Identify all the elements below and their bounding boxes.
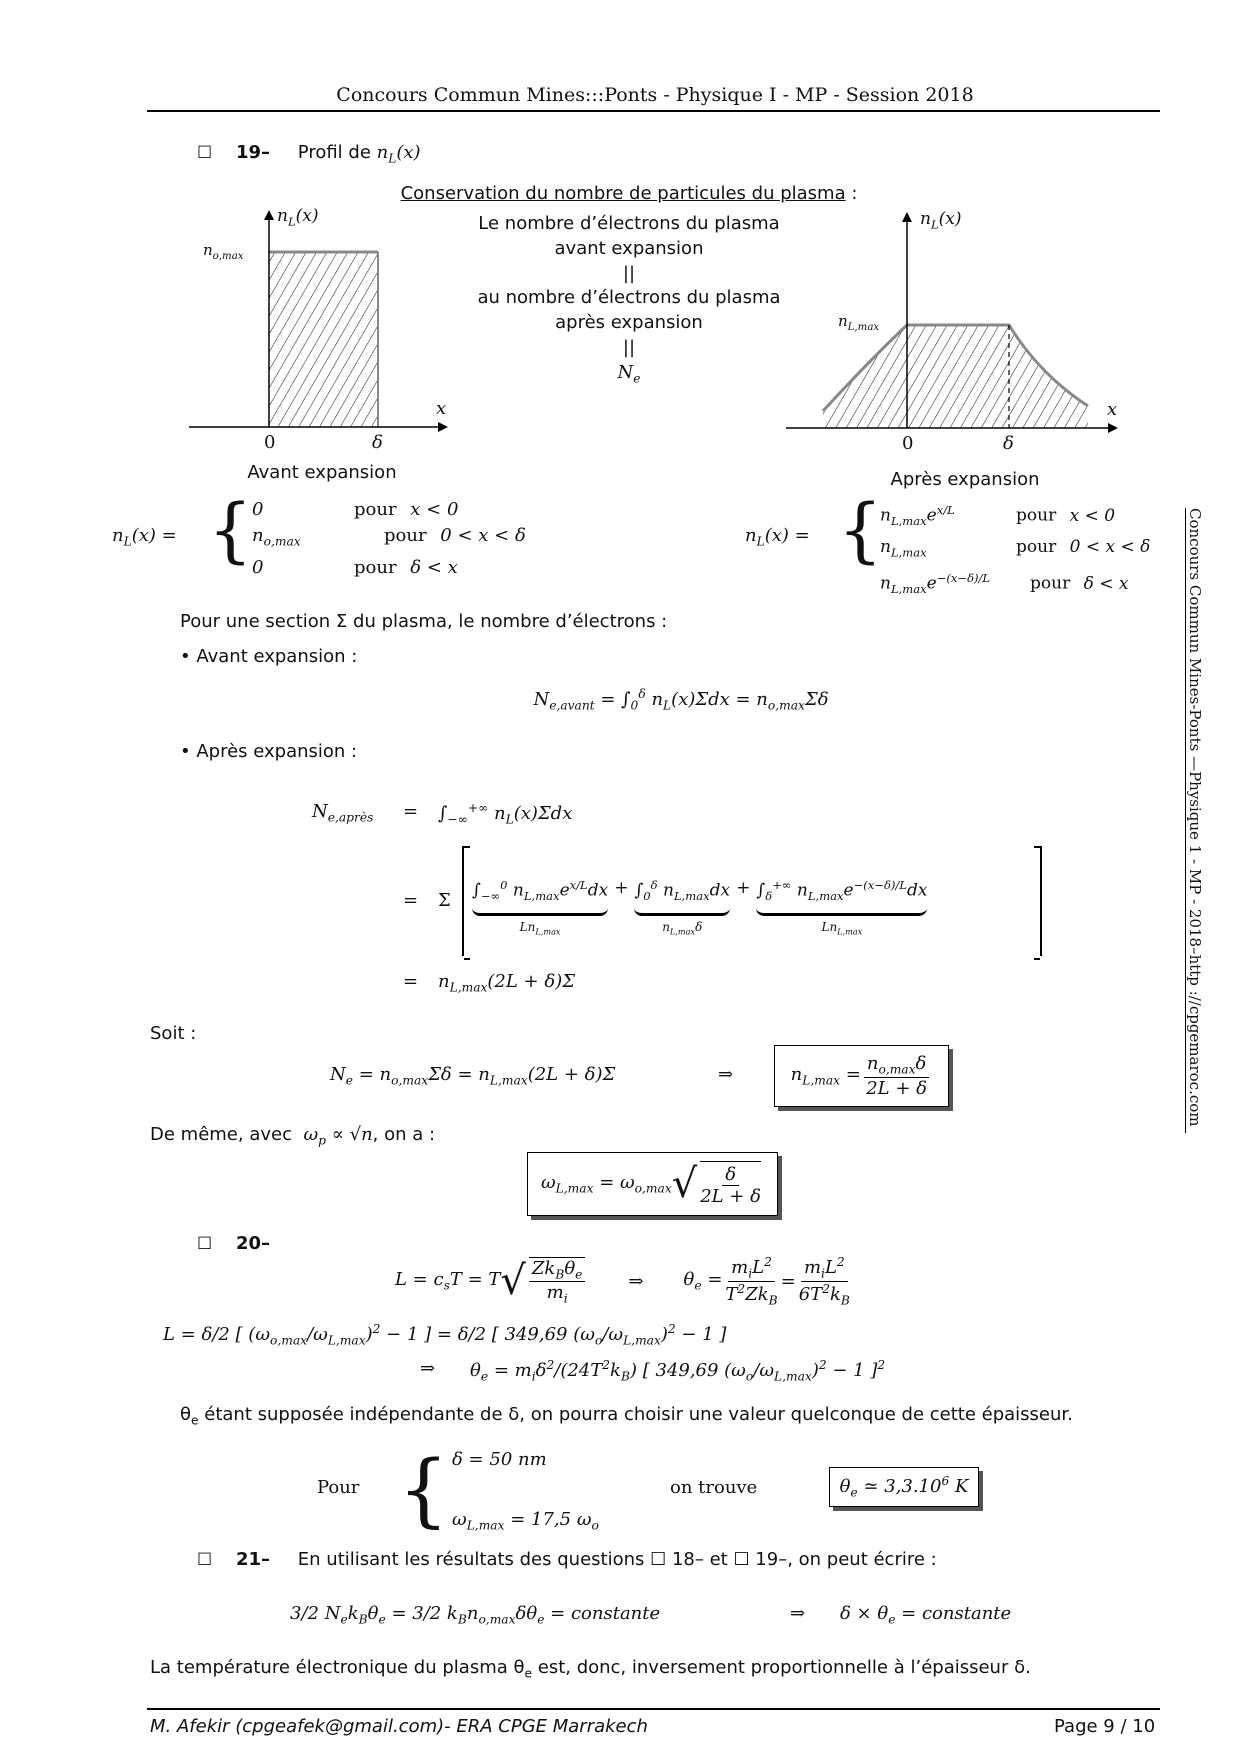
equals-sign: = <box>403 890 419 911</box>
text: , on a : <box>372 1124 436 1145</box>
left-brace: { <box>208 489 253 571</box>
case-word: pour <box>384 525 427 546</box>
case-value: $n_{L,max}$ <box>880 537 927 560</box>
numerator: $Zk_B\theta_e$ <box>529 1258 586 1283</box>
right-brace: { <box>838 489 883 571</box>
conditions-brace: { <box>398 1443 449 1536</box>
q20-equation-2-left: L = δ/2 [ $(\omega_{o,max}/\omega_{L,max})^2 - 1$ ] = δ/2 [ 349,69 $(\omega_o/\omega_{L,max})^2 - 1$ ] <box>163 1322 727 1348</box>
statement-line: avant expansion <box>554 237 704 259</box>
case-word: pour <box>1016 537 1057 558</box>
question-title-math: $n_L(x)$ <box>376 142 421 166</box>
right-piecewise-cases <box>880 497 1150 602</box>
case-cond: 0 < x < δ <box>1069 537 1151 558</box>
fraction <box>725 1255 777 1307</box>
case-cond: 0 < x < δ <box>440 525 526 546</box>
colon: : <box>845 183 858 204</box>
de-meme-line <box>150 1124 435 1148</box>
equals-sign: = <box>780 1270 796 1292</box>
case-value: $n_{L,max}e^{x/L}$ <box>880 503 955 529</box>
question-text: En utilisant les résultats des questions ☐ 18– et ☐ 19–, on peut écrire : <box>297 1549 937 1570</box>
statement-line: || <box>622 336 636 358</box>
apres-equation-1: $\int_{-\infty}^{+\infty}$ $n_L(x)\Sigma dx$ <box>438 801 573 827</box>
section-text: Pour une section Σ du plasma, le nombre d’électrons : <box>180 611 668 632</box>
footer-author: M. Afekir (cpgeafek@gmail.com)- ERA CPGE Marrakech <box>150 1716 648 1737</box>
apres-equation-3: $n_{L,max}(2L + \delta)\Sigma$ <box>438 971 575 995</box>
statement-line: après expansion <box>555 312 703 334</box>
question-21-heading <box>197 1549 937 1570</box>
case-value: $n_{o,max}$ <box>252 525 301 549</box>
question-20-heading <box>197 1233 270 1254</box>
numerator: $m_iL^2$ <box>728 1255 775 1282</box>
case-cond: x < 0 <box>410 499 459 520</box>
q21-equation-right: $\delta \times \theta_e$ = constante <box>840 1603 1012 1627</box>
result-box-omega <box>527 1152 778 1216</box>
question-number: 19– <box>235 142 271 163</box>
denominator: $6T^2k_B$ <box>798 1281 850 1308</box>
left-chart-xlabel: x <box>436 398 447 419</box>
brace-label: $Ln_{L,max}$ <box>519 920 561 937</box>
fraction <box>700 1161 761 1207</box>
fraction <box>529 1257 586 1306</box>
integral-term <box>472 878 608 936</box>
brace-label: $Ln_{L,max}$ <box>821 920 863 937</box>
pour-label: Pour <box>317 1477 360 1498</box>
case-row <box>252 555 526 581</box>
implies-arrow: ⇒ <box>420 1358 436 1379</box>
underbrace <box>472 907 608 916</box>
left-chart-ylabel: $n_L(x)$ <box>277 206 319 229</box>
avant-label: • Avant expansion : <box>180 646 358 667</box>
case-row <box>880 497 1150 534</box>
math: $\omega_p \propto √n$ <box>303 1124 373 1148</box>
header-rule <box>147 110 1160 112</box>
ne-equation: $N_e = n_{o,max}\Sigma\delta = n_{L,max}(2L + \delta)\Sigma$ <box>330 1064 616 1088</box>
y-axis-arrow-icon <box>264 210 274 220</box>
theta-lhs: $\theta_e$ = <box>683 1269 723 1293</box>
underbrace <box>756 907 927 916</box>
case-word: pour <box>354 499 397 520</box>
bracket-right-ticks <box>1034 846 1040 960</box>
left-piecewise-lhs: $n_L(x)$ = <box>112 525 177 549</box>
checkbox-icon: ☐ <box>197 1550 213 1570</box>
q21-conclusion: La température électronique du plasma $\theta_e$ est, donc, inversement proportionnelle à l’épaisseur δ. <box>150 1657 1031 1681</box>
fraction <box>799 1255 850 1307</box>
case-row <box>880 534 1150 565</box>
term: $\int_{-\infty}^0$ $n_{L,max}e^{x/L}dx$ <box>472 878 609 904</box>
apres-lhs: $N_{e,après}$ <box>312 801 374 825</box>
left-chart-tick-delta: δ <box>372 432 383 453</box>
q20-note: $\theta_e$ étant supposée indépendante de δ, on pourra choisir une valeur quelconque de cette épaisseur. <box>180 1404 1073 1428</box>
fraction <box>864 1053 930 1099</box>
case-value: $n_{L,max}e^{-(x-\delta)/L}$ <box>880 571 991 597</box>
right-piecewise-lhs: $n_L(x)$ = <box>745 525 810 549</box>
numerator: δ <box>722 1164 739 1186</box>
statement-ne: $N_e$ <box>617 361 641 386</box>
case-word: pour <box>1030 574 1071 595</box>
right-chart-tick-0: 0 <box>902 433 914 454</box>
hatched-area <box>269 252 378 427</box>
q21-equation-left: 3/2 $N_ek_B\theta_e = 3/2$ $k_Bn_{o,max}\delta\theta_e$ = constante <box>290 1603 661 1627</box>
hatched-area <box>823 325 1088 428</box>
plus: + <box>614 878 629 898</box>
right-chart-caption: Après expansion <box>890 469 1040 490</box>
denominator: 2L + δ <box>866 1077 927 1099</box>
implies-arrow: ⇒ <box>718 1064 734 1085</box>
denominator: $T^2Zk_B$ <box>725 1281 778 1308</box>
avant-equation: $N_{e,avant} = \int_0^\delta$ $n_L(x)\Sigma dx = n_{o,max}\Sigma\delta$ <box>533 687 829 713</box>
equals-sign: = <box>403 971 419 992</box>
q20-equation-2-right: $\theta_e = m_i\delta^2/(24T^2k_B)$ [ 349,69 $(\omega_o/\omega_{L,max})^2 - 1$ ]$^2$ <box>470 1358 886 1384</box>
case-row <box>252 497 526 523</box>
plus: + <box>736 878 751 898</box>
x-axis-arrow-icon <box>438 422 448 432</box>
checkbox-icon: ☐ <box>197 1234 213 1254</box>
q20-equation-1 <box>395 1255 853 1307</box>
right-chart-xlabel: x <box>1107 399 1118 420</box>
page-header-title: Concours Commun Mines:::Ponts - Physique I - MP - Session 2018 <box>336 84 974 106</box>
question-19-heading <box>197 142 421 166</box>
integral-term <box>634 878 730 936</box>
left-piecewise-cases <box>252 497 526 581</box>
right-chart-level-label: $n_{L,max}$ <box>838 312 880 333</box>
implies-arrow: ⇒ <box>628 1270 644 1292</box>
case-word: pour <box>354 556 397 578</box>
question-number: 21– <box>235 1549 271 1570</box>
term: $\int_\delta^{+\infty}$ $n_{L,max}e^{-(x-\delta)/L}dx$ <box>756 878 928 904</box>
case-row <box>252 523 526 555</box>
term: $\int_0^\delta$ $n_{L,max}dx$ <box>634 878 731 904</box>
footer-rule <box>147 1708 1160 1710</box>
box-lhs: $n_{L,max}$ = <box>790 1064 861 1088</box>
case-word: pour <box>1016 505 1057 526</box>
text: De même, avec <box>150 1124 292 1145</box>
footer-page-number: Page 9 / 10 <box>1054 1716 1156 1737</box>
statement-line: Le nombre d’électrons du plasma <box>478 213 780 234</box>
after-expansion-chart <box>780 200 1130 440</box>
case-cond: δ < x <box>1083 574 1129 595</box>
y-axis-arrow-icon <box>902 212 912 222</box>
denominator: $m_i$ <box>546 1282 568 1306</box>
apres-label: • Après expansion : <box>180 741 358 762</box>
case-value: 0 <box>252 499 264 520</box>
question-title: Profil de <box>297 142 371 163</box>
left-chart-tick-0: 0 <box>264 432 276 453</box>
side-watermark: Concours Commun Mines-Ponts —Physique 1 - MP - 2018–http ://cpgemaroc.com <box>1185 508 1204 1133</box>
conservation-statement <box>477 212 780 391</box>
apres-equation-2 <box>472 878 927 936</box>
equals-sign: = <box>403 801 419 822</box>
result-box-theta <box>829 1467 979 1507</box>
condition-omega: $\omega_{L,max} = 17,5$ $\omega_o$ <box>452 1509 599 1533</box>
case-cond: x < 0 <box>1069 505 1116 526</box>
condition-delta: δ = 50 nm <box>452 1449 547 1470</box>
numerator: $m_iL^2$ <box>801 1255 848 1282</box>
box-lhs: $\omega_{L,max} = \omega_{o,max}$ <box>540 1172 672 1196</box>
sqrt-icon: √ <box>500 1258 526 1305</box>
case-value: 0 <box>252 556 264 578</box>
result-value: $\theta_e$ ≃ 3,3.10$^6$ K <box>839 1474 969 1500</box>
denominator: 2L + δ <box>700 1186 762 1207</box>
sigma: Σ <box>438 890 451 911</box>
on-trouve-label: on trouve <box>670 1477 758 1498</box>
statement-line: au nombre d’électrons du plasma <box>477 287 781 309</box>
left-chart-caption: Avant expansion <box>247 462 397 483</box>
numerator: $n_{o,max}\delta$ <box>864 1053 930 1078</box>
underbrace <box>634 907 730 916</box>
right-chart-tick-delta: δ <box>1003 433 1014 454</box>
sqrt-icon: √ <box>671 1161 698 1207</box>
soit-label: Soit : <box>150 1023 197 1044</box>
integral-term <box>756 878 927 936</box>
bracket-left-ticks <box>464 846 470 960</box>
before-expansion-chart <box>180 200 470 440</box>
right-chart-ylabel: $n_L(x)$ <box>920 209 962 232</box>
brace-label: $n_{L,max}\delta$ <box>662 920 703 937</box>
lhs: $L = c_sT = T$ <box>395 1269 501 1293</box>
x-axis-arrow-icon <box>1108 423 1118 433</box>
checkbox-icon: ☐ <box>197 143 213 163</box>
case-row <box>880 565 1150 602</box>
left-chart-level-label: $n_{o,max}$ <box>203 241 244 262</box>
conservation-title: Conservation du nombre de particules du plasma <box>400 183 846 204</box>
result-box-nlmax <box>774 1045 949 1107</box>
statement-line: || <box>622 262 636 284</box>
question-number: 20– <box>235 1233 271 1254</box>
case-cond: δ < x <box>410 556 458 578</box>
implies-arrow: ⇒ <box>790 1603 806 1624</box>
